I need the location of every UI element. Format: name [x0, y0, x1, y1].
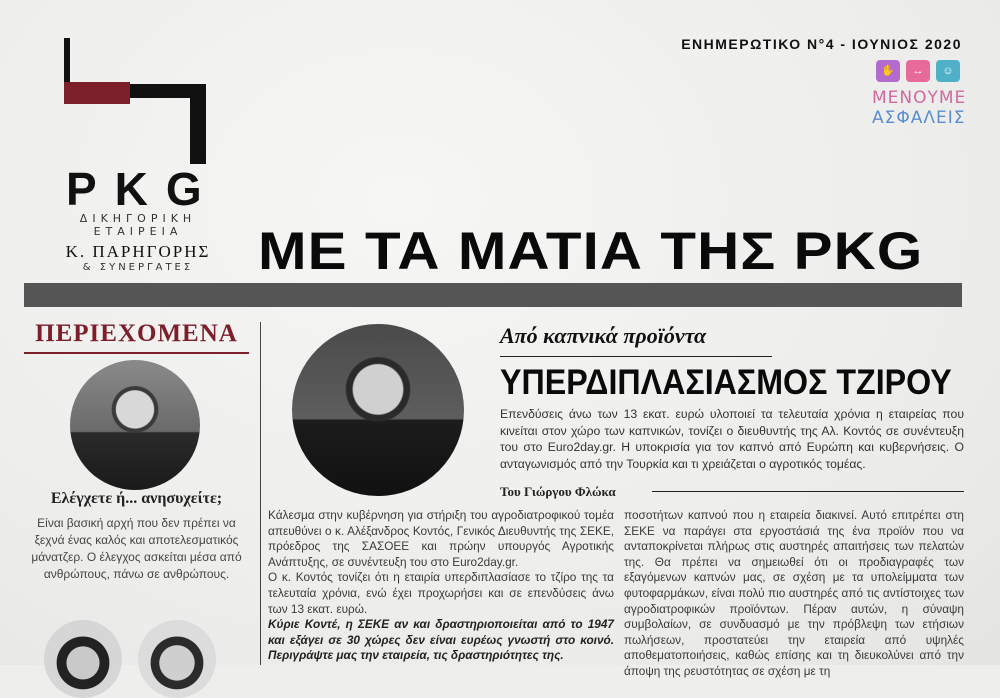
stay-safe-badge — [872, 60, 967, 128]
contents-item-text: Είναι βασική αρχή που δεν πρέπει να ξεχνά ένας καλός και αποτελεσματικός μάνατζερ. Ο έλεγχος ασκείται μέσα από ανθρώπους, πάνω σε ανθρώπους. — [31, 516, 242, 581]
contents-photo-3[interactable] — [138, 620, 216, 698]
article-paragraph: Ο κ. Κοντός τονίζει ότι η εταιρία υπερδιπλασίασε το τζίρο της τα τελευταία χρόνια, ενώ έχει προχωρήσει και σε επενδύσεις άνω των 13 εκατ. ευρώ. — [268, 570, 614, 616]
logo-letters: PKG — [66, 163, 220, 215]
issue-label: ΕΝΗΜΕΡΩΤΙΚΟ Ν°4 - ΙΟΥΝΙΟΣ 2020 — [681, 36, 962, 52]
contents-photo-2[interactable] — [44, 620, 122, 698]
contents-title: ΠΕΡΙΕΧΟΜΕΝΑ — [35, 320, 238, 347]
kicker-underline — [500, 356, 772, 357]
logo-subtitle-2: ΕΤΑΙΡΕΙΑ — [93, 225, 183, 238]
article-column-2 — [624, 508, 964, 680]
interview-question: Κύριε Κοντέ, η ΣΕΚΕ αν και δραστηριοποιείται από το 1947 και εξάγει σε 30 χώρες δεν είναι ευρέως γνωστή στο κοινό. Περιγράψτε μας την εταιρεία, τις δραστηριότητες της. — [268, 617, 614, 663]
logo-mark — [58, 36, 218, 166]
logo-name: Κ. ΠΑΡΗΓΟΡΗΣ — [65, 242, 211, 261]
pkg-logo[interactable] — [58, 36, 218, 276]
mask-icon: ☺ — [936, 60, 960, 82]
contents-author-photo[interactable] — [70, 360, 200, 490]
article-column-1 — [268, 508, 614, 664]
masthead-bar — [24, 283, 962, 307]
column-divider — [260, 322, 261, 665]
stay-safe-line1: ΜΕΝΟΥΜΕ — [872, 88, 967, 108]
stay-safe-line2: ΑΣΦΑΛΕΙΣ — [872, 108, 966, 128]
hand-wash-icon: ✋ — [876, 60, 900, 82]
article-lead: Επενδύσεις άνω των 13 εκατ. ευρώ υλοποιεί τα τελευταία χρόνια η εταιρείας που κινείται στον χώρο των καπνικών, τονίζει ο διευθυντής της Αλ. Κοντός σε συνέντευξη του στο Euro2day.gr. Η υποκρισία για τον καπνό από Ευρώπη και κυβερνήσεις. Ο ανταγωνισμός από την Τουρκία και τι χρειάζεται ο αγροτικός τομέας. — [500, 407, 964, 471]
contents-divider — [24, 352, 249, 354]
distance-icon: ↔ — [906, 60, 930, 82]
logo-partners: & ΣΥΝΕΡΓΑΤΕΣ — [82, 262, 194, 273]
byline-rule — [652, 491, 964, 492]
logo-subtitle: ΔΙΚΗΓΟΡΙΚΗ — [79, 212, 197, 225]
article-headline[interactable]: ΥΠΕΡΔΙΠΛΑΣΙΑΣΜΟΣ ΤΖΙΡΟΥ — [500, 363, 952, 402]
article-paragraph: ποσοτήτων καπνού που η εταιρεία διακινεί. Αυτό επιτρέπει στη ΣΕΚΕ να παράγει στα εργοστάσιά της ένα προϊόν που να ανταποκρίνεται πλήρως στις αυστηρές απαιτήσεις των πελατών της. Θα πρέπει να σημειωθεί ότι οι προδιαγραφές των εξαγόμενων καπνών μας, σε σχέση με τα υπολείμματα των φυτοφαρμάκων, είναι πολύ πιο αυστηρές από τις αντίστοιχες των αγροδιατροφικών προϊόντων. Πέραν αυτών, η σύναψη συμβολαίων, σε συνδυασμό με την πρόβλεψη των ετήσιων πωλήσεων, προστατεύει την εταιρεία από υψηλές αποθεματοποιήσεις, καθώς επίσης και τη διευκολύνει από την άποψη της ρευστότητας σε σχέση με τη — [624, 508, 964, 678]
masthead-title: ΜΕ ΤΑ ΜΑΤΙΑ ΤΗΣ PKG — [258, 222, 924, 281]
article-paragraph: Κάλεσμα στην κυβέρνηση για στήριξη του αγροδιατροφικού τομέα απευθύνει ο κ. Αλέξανδρος Κοντός, Γενικός Διευθυντής της ΣΕΚΕ, πρόεδρος της ΣΑΣΟΕΕ και πρώην υπουργός Αγροτικής Ανάπτυξης, σε συνέντευξη του στο Euro2day.gr. — [268, 508, 614, 569]
article-kicker: Από καπνικά προϊόντα — [500, 323, 707, 348]
contents-item-title[interactable]: Ελέγχετε ή... ανησυχείτε; — [50, 490, 223, 507]
article-byline: Του Γιώργου Φλώκα — [500, 484, 616, 499]
interviewee-photo[interactable] — [292, 324, 464, 496]
